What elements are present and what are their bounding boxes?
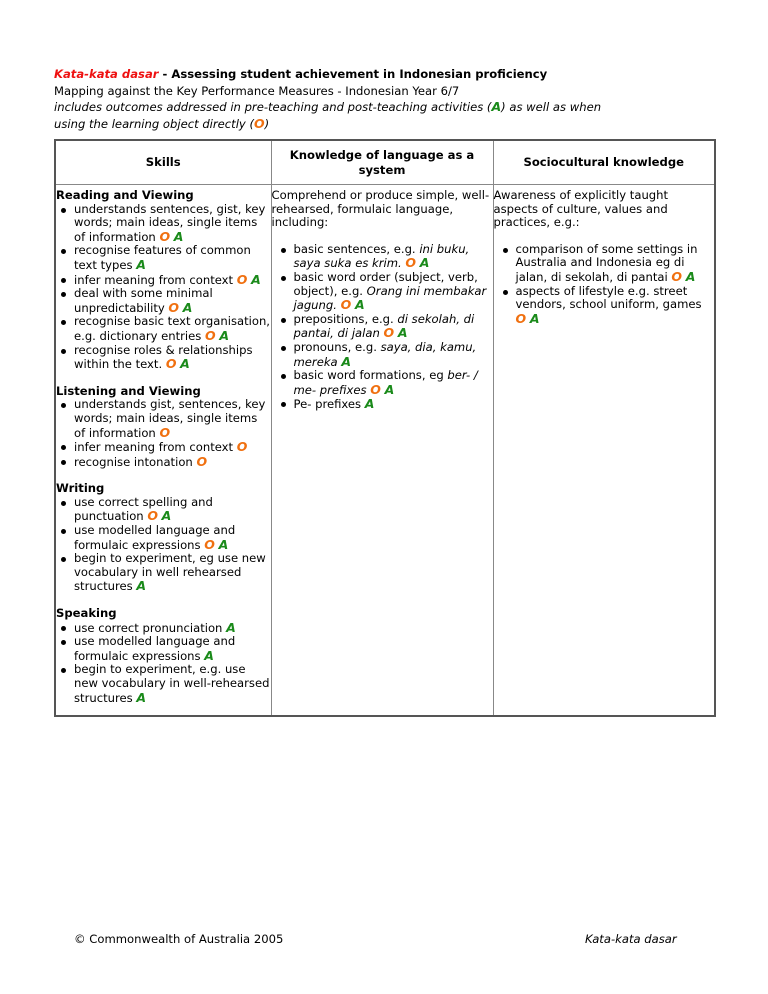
table-body-row <box>55 185 715 717</box>
list-item <box>74 552 271 594</box>
listening-list <box>56 398 271 469</box>
o-mark: O <box>205 327 216 343</box>
list-item <box>74 203 271 245</box>
a-mark: A <box>219 327 230 343</box>
legend-text: ) <box>264 116 270 131</box>
example-text: di sekolah, di pantai, di jalan <box>293 311 475 341</box>
o-mark: O <box>405 255 417 271</box>
list-item <box>74 663 271 705</box>
writing-section-title: Writing <box>56 481 105 496</box>
title-text: - Assessing student achievement in Indonesian proficiency <box>158 67 548 81</box>
o-mark: O <box>168 299 180 315</box>
item-text: aspects of lifestyle e.g. street vendors, school uniform, games <box>515 283 702 312</box>
list-item <box>294 397 493 412</box>
item-text: deal with some minimal unpredictability <box>74 286 213 315</box>
item-text: recognise basic text organisation, e.g. dictionary entries <box>74 314 270 343</box>
footer-copyright: © Commonwealth of Australia 2005 <box>74 932 284 946</box>
item-text: understands sentences, gist, key words; main ideas, single items of information <box>74 201 266 244</box>
list-item <box>294 243 493 271</box>
a-mark: A <box>419 255 430 271</box>
list-item <box>74 344 271 372</box>
header-skills: Skills <box>55 140 271 185</box>
writing-list <box>56 496 271 594</box>
o-mark: O <box>159 228 171 244</box>
item-text: comparison of some settings in Australia and Indonesia eg di jalan, di sekolah, di pantai <box>515 241 698 284</box>
o-mark: O <box>370 381 381 397</box>
item-text: basic word formations, eg <box>293 368 448 383</box>
reading-section-title: Reading and Viewing <box>56 188 194 202</box>
a-mark: A <box>341 353 352 369</box>
knowledge-list <box>272 243 493 412</box>
legend-text: includes outcomes addressed in pre-teaching and post-teaching activities ( <box>54 100 492 114</box>
speaking-list <box>56 621 271 706</box>
example-text: ber- / me- prefixes <box>293 368 478 397</box>
o-mark: O <box>671 268 683 284</box>
legend-line-2 <box>54 116 734 133</box>
a-mark: A <box>204 647 214 663</box>
list-item <box>74 398 271 440</box>
o-mark: O <box>165 356 177 372</box>
list-item <box>74 440 271 455</box>
list-item <box>74 273 271 288</box>
subtitle: Mapping against the Key Performance Measures - Indonesian Year 6/7 <box>54 83 460 98</box>
item-text: recognise intonation <box>74 454 197 469</box>
item-text: use correct pronunciation <box>74 620 227 635</box>
skills-cell <box>55 185 271 717</box>
a-mark: A <box>218 536 229 552</box>
sociocultural-cell <box>493 185 715 717</box>
table-header-row <box>55 140 715 185</box>
footer-title: Kata-kata dasar <box>585 932 677 946</box>
a-mark: A <box>685 268 696 284</box>
a-mark: A <box>354 297 365 313</box>
item-text: use modelled language and formulaic expressions <box>74 523 236 552</box>
a-mark: A <box>136 578 147 594</box>
item-text: understands gist, sentences, key words; main ideas, single items of information <box>74 397 266 440</box>
item-text: recognise roles & relationships within the text. <box>74 342 253 372</box>
list-item <box>294 271 493 313</box>
document-title <box>54 66 734 83</box>
header-knowledge: Knowledge of language as a system <box>271 140 493 185</box>
section-gap <box>56 372 271 385</box>
o-mark: O <box>236 439 248 455</box>
a-mark: A <box>364 396 375 412</box>
list-item <box>74 635 271 663</box>
list-item <box>516 243 715 285</box>
speaking-section-title: Speaking <box>56 606 117 621</box>
a-mark: A <box>182 299 193 315</box>
list-item <box>74 621 271 636</box>
list-item <box>294 369 493 397</box>
knowledge-cell <box>271 185 493 717</box>
legend-a-mark: A <box>491 99 502 114</box>
item-text: use modelled language and formulaic expressions <box>74 634 236 663</box>
a-mark: A <box>173 228 184 244</box>
a-mark: A <box>136 689 147 705</box>
o-mark: O <box>236 271 248 287</box>
example-text: saya, dia, kamu, mereka <box>293 339 477 369</box>
o-mark: O <box>159 424 171 440</box>
item-text: basic sentences, e.g. <box>293 241 420 256</box>
a-mark: A <box>251 271 261 287</box>
sociocultural-intro: Awareness of explicitly taught aspects of culture, values and practices, e.g.: <box>493 188 669 230</box>
list-item <box>74 315 271 343</box>
example-text: Orang ini membakar jagung. <box>293 283 487 313</box>
list-item <box>294 341 493 369</box>
a-mark: A <box>226 619 236 635</box>
o-mark: O <box>196 453 208 469</box>
item-text: begin to experiment, e.g. use new vocabulary in well-rehearsed structures <box>74 662 270 705</box>
list-item <box>74 524 271 552</box>
title-product-name: Kata-kata dasar <box>54 67 159 81</box>
item-text: infer meaning from context <box>74 440 237 455</box>
item-text: recognise features of common text types <box>74 243 251 272</box>
sociocultural-list <box>494 243 715 327</box>
example-text: ini buku, saya suka es krim. <box>293 241 470 271</box>
list-item <box>74 287 271 315</box>
o-mark: O <box>340 297 352 313</box>
kpm-table <box>54 139 716 717</box>
o-mark: O <box>204 536 215 552</box>
reading-list <box>56 203 271 372</box>
list-item <box>516 285 715 327</box>
o-mark: O <box>383 325 395 341</box>
list-item <box>294 313 493 341</box>
legend-line-1 <box>54 99 734 116</box>
a-mark: A <box>136 256 146 272</box>
item-text: Pe- prefixes <box>293 397 365 412</box>
legend-text: ) as well as when <box>501 100 602 114</box>
a-mark: A <box>529 310 540 326</box>
listening-section-title: Listening and Viewing <box>56 383 201 398</box>
a-mark: A <box>180 356 190 372</box>
knowledge-intro: Comprehend or produce simple, well-rehearsed, formulaic language, including: <box>271 188 490 230</box>
document-header <box>54 66 734 132</box>
legend-o-mark: O <box>254 115 265 131</box>
a-mark: A <box>397 325 408 341</box>
item-text: prepositions, e.g. <box>293 311 398 326</box>
list-item <box>74 244 271 272</box>
o-mark: O <box>515 310 527 326</box>
o-mark: O <box>147 508 158 524</box>
a-mark: A <box>161 508 172 524</box>
a-mark: A <box>384 381 395 397</box>
list-item <box>74 455 271 470</box>
item-text: pronouns, e.g. <box>293 339 381 354</box>
list-item <box>74 496 271 524</box>
item-text: begin to experiment, eg use new vocabulary in well rehearsed structures <box>74 551 266 594</box>
header-sociocultural: Sociocultural knowledge <box>493 140 715 185</box>
item-text: basic word order (subject, verb, object), e.g. <box>293 269 478 298</box>
item-text: infer meaning from context <box>74 272 237 287</box>
item-text: use correct spelling and punctuation <box>74 494 213 524</box>
legend-text: using the learning object directly ( <box>54 116 255 131</box>
